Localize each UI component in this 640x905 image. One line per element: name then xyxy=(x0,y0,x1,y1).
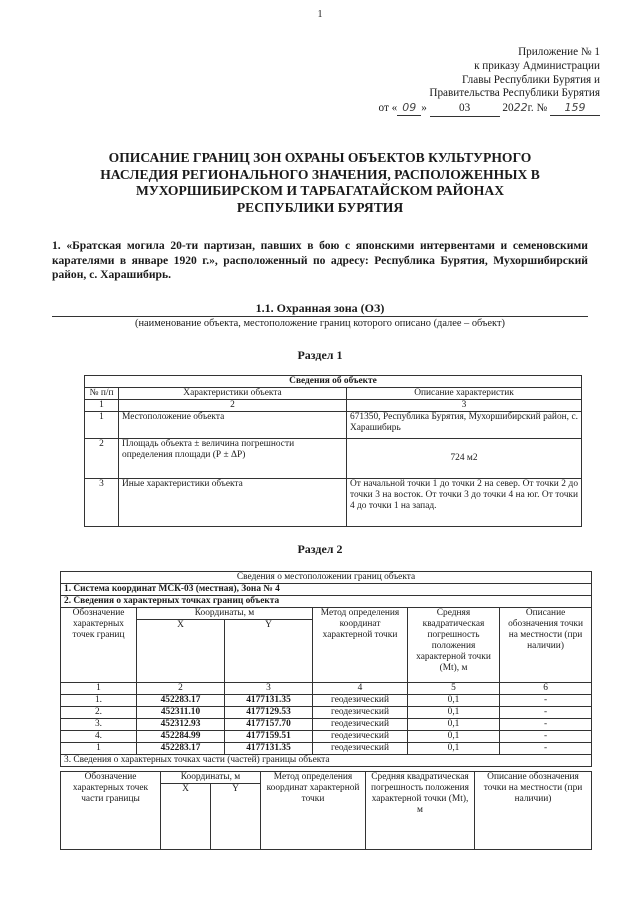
point-description: - xyxy=(500,731,592,743)
boundary-parts-table xyxy=(60,771,592,850)
date-year-prefix: 20 xyxy=(502,102,514,115)
table-row xyxy=(85,479,582,527)
header-line-4: Правительства Республики Бурятия xyxy=(429,87,600,100)
row-characteristic: Местоположение объекта xyxy=(119,412,347,439)
header-date-line xyxy=(300,101,600,117)
column-header-accuracy: Средняя квадратическая погрешность положения характерной точки (Mt), м xyxy=(408,608,500,683)
date-day: 09 xyxy=(397,101,421,116)
column-index: 2 xyxy=(137,683,225,695)
coord-x: 452283.17 xyxy=(137,695,225,707)
boundary-points-table xyxy=(60,571,592,767)
table-row xyxy=(85,412,582,439)
coord-x: 452311.10 xyxy=(137,707,225,719)
table-row xyxy=(61,743,592,755)
point-description: - xyxy=(500,719,592,731)
point-id: 4. xyxy=(61,731,137,743)
column-header-x: X xyxy=(137,620,225,683)
date-month: 03 xyxy=(430,102,500,117)
column-header-accuracy: Средняя квадратическая погрешность положения характерной точки (Mt), м xyxy=(366,772,475,850)
section-1-heading: Раздел 1 xyxy=(297,348,343,362)
zone-subtitle: (наименование объекта, местоположение границ которого описано (далее – объект) xyxy=(135,318,505,329)
date-sep: » xyxy=(421,102,427,115)
column-index: 3 xyxy=(347,400,582,412)
zone-heading: 1.1. Охранная зона (ОЗ) xyxy=(255,301,385,315)
object-info-table xyxy=(84,375,582,527)
column-header-characteristic: Характеристики объекта xyxy=(119,388,347,400)
method: геодезический xyxy=(313,731,408,743)
order-header xyxy=(300,46,600,117)
column-header-x: X xyxy=(161,784,211,850)
column-header-coordinates: Координаты, м xyxy=(161,772,261,784)
column-header-description: Описание обозначения точки на местности (при наличии) xyxy=(500,608,592,683)
accuracy: 0,1 xyxy=(408,707,500,719)
header-line-3: Главы Республики Бурятия и xyxy=(462,73,600,86)
coord-x: 452284.99 xyxy=(137,731,225,743)
point-id: 1 xyxy=(61,743,137,755)
coord-y: 4177157.70 xyxy=(225,719,313,731)
coord-y: 4177131.35 xyxy=(225,695,313,707)
row-characteristic: Иные характеристики объекта xyxy=(119,479,347,527)
column-header-point: Обозначение характерных точек границ xyxy=(61,608,137,683)
points-section-title: 2. Сведения о характерных точках границ объекта xyxy=(61,596,592,608)
accuracy: 0,1 xyxy=(408,719,500,731)
column-header-description: Описание характеристик xyxy=(347,388,582,400)
method: геодезический xyxy=(313,707,408,719)
column-header-coordinates: Координаты, м xyxy=(137,608,313,620)
parts-section-title: 3. Сведения о характерных точках части (частей) границы объекта xyxy=(61,755,592,767)
point-description: - xyxy=(500,707,592,719)
column-header-method: Метод определения координат характерной точки xyxy=(261,772,366,850)
column-header-method: Метод определения координат характерной точки xyxy=(313,608,408,683)
column-index: 1 xyxy=(61,683,137,695)
accuracy: 0,1 xyxy=(408,731,500,743)
column-index: 6 xyxy=(500,683,592,695)
section-2-heading: Раздел 2 xyxy=(297,542,343,556)
title-line-2: НАСЛЕДИЯ РЕГИОНАЛЬНОГО ЗНАЧЕНИЯ, РАСПОЛОЖЕННЫХ В xyxy=(100,166,540,182)
method: геодезический xyxy=(313,743,408,755)
point-id: 1. xyxy=(61,695,137,707)
accuracy: 0,1 xyxy=(408,743,500,755)
row-number: 1 xyxy=(85,412,119,439)
title-line-4: РЕСПУБЛИКИ БУРЯТИЯ xyxy=(236,199,404,215)
point-id: 3. xyxy=(61,719,137,731)
row-number: 2 xyxy=(85,439,119,479)
coord-x: 452283.17 xyxy=(137,743,225,755)
column-header-y: Y xyxy=(225,620,313,683)
point-description: - xyxy=(500,743,592,755)
table-caption: Сведения об объекте xyxy=(85,376,582,388)
coord-y: 4177159.51 xyxy=(225,731,313,743)
method: геодезический xyxy=(313,695,408,707)
coord-x: 452312.93 xyxy=(137,719,225,731)
point-id: 2. xyxy=(61,707,137,719)
date-prefix: от « xyxy=(378,102,398,115)
column-header-y: Y xyxy=(211,784,261,850)
row-description: От начальной точки 1 до точки 2 на север. От точки 2 до точки 3 на восток. От точки 3 до точки 4 на юг. От точки 4 до точки 1 на запад. xyxy=(347,479,582,527)
table-row xyxy=(61,695,592,707)
date-year-end: г. № xyxy=(527,102,548,115)
method: геодезический xyxy=(313,719,408,731)
column-header-no: № п/п xyxy=(85,388,119,400)
coord-y: 4177131.35 xyxy=(225,743,313,755)
page-number: 1 xyxy=(317,9,323,20)
title-line-3: МУХОРШИБИРСКОМ И ТАРБАГАТАЙСКОМ РАЙОНАХ xyxy=(135,183,505,198)
column-index: 5 xyxy=(408,683,500,695)
row-description: 671350, Республика Бурятия, Мухоршибирский район, с. Харашибирь xyxy=(347,412,582,439)
table-caption: Сведения о местоположении границ объекта xyxy=(61,572,592,584)
title-line-1: ОПИСАНИЕ ГРАНИЦ ЗОН ОХРАНЫ ОБЪЕКТОВ КУЛЬТУРНОГО xyxy=(108,150,532,165)
document-title xyxy=(50,150,590,216)
row-characteristic: Площадь объекта ± величина погрешности определения площади (Р ± ΔР) xyxy=(119,439,347,479)
table-row xyxy=(61,719,592,731)
zone-underline xyxy=(52,316,588,317)
column-index: 4 xyxy=(313,683,408,695)
table-row xyxy=(85,439,582,479)
coordinate-system: 1. Система координат МСК-03 (местная), Зона № 4 xyxy=(61,584,592,596)
column-index: 1 xyxy=(85,400,119,412)
row-description: 724 м2 xyxy=(347,439,582,479)
column-header-part-point: Обозначение характерных точек части границы xyxy=(61,772,161,850)
table-row xyxy=(61,731,592,743)
object-intro: 1. «Братская могила 20-ти партизан, павших в бою с японскими интервентами и семеновскими карателями в январе 1920 г.», расположенный по адресу: Республика Бурятия, Мухоршибирский район, с. Харашибирь. xyxy=(52,239,588,282)
row-number: 3 xyxy=(85,479,119,527)
document-number: 159 xyxy=(550,101,600,116)
header-line-2: к приказу Администрации xyxy=(474,59,600,72)
accuracy: 0,1 xyxy=(408,695,500,707)
coord-y: 4177129.53 xyxy=(225,707,313,719)
header-line-1: Приложение № 1 xyxy=(518,46,600,58)
column-header-description: Описание обозначения точки на местности (при наличии) xyxy=(475,772,592,850)
column-index: 2 xyxy=(119,400,347,412)
column-index: 3 xyxy=(225,683,313,695)
date-year-suffix: 22 xyxy=(513,101,528,115)
table-row xyxy=(61,707,592,719)
point-description: - xyxy=(500,695,592,707)
